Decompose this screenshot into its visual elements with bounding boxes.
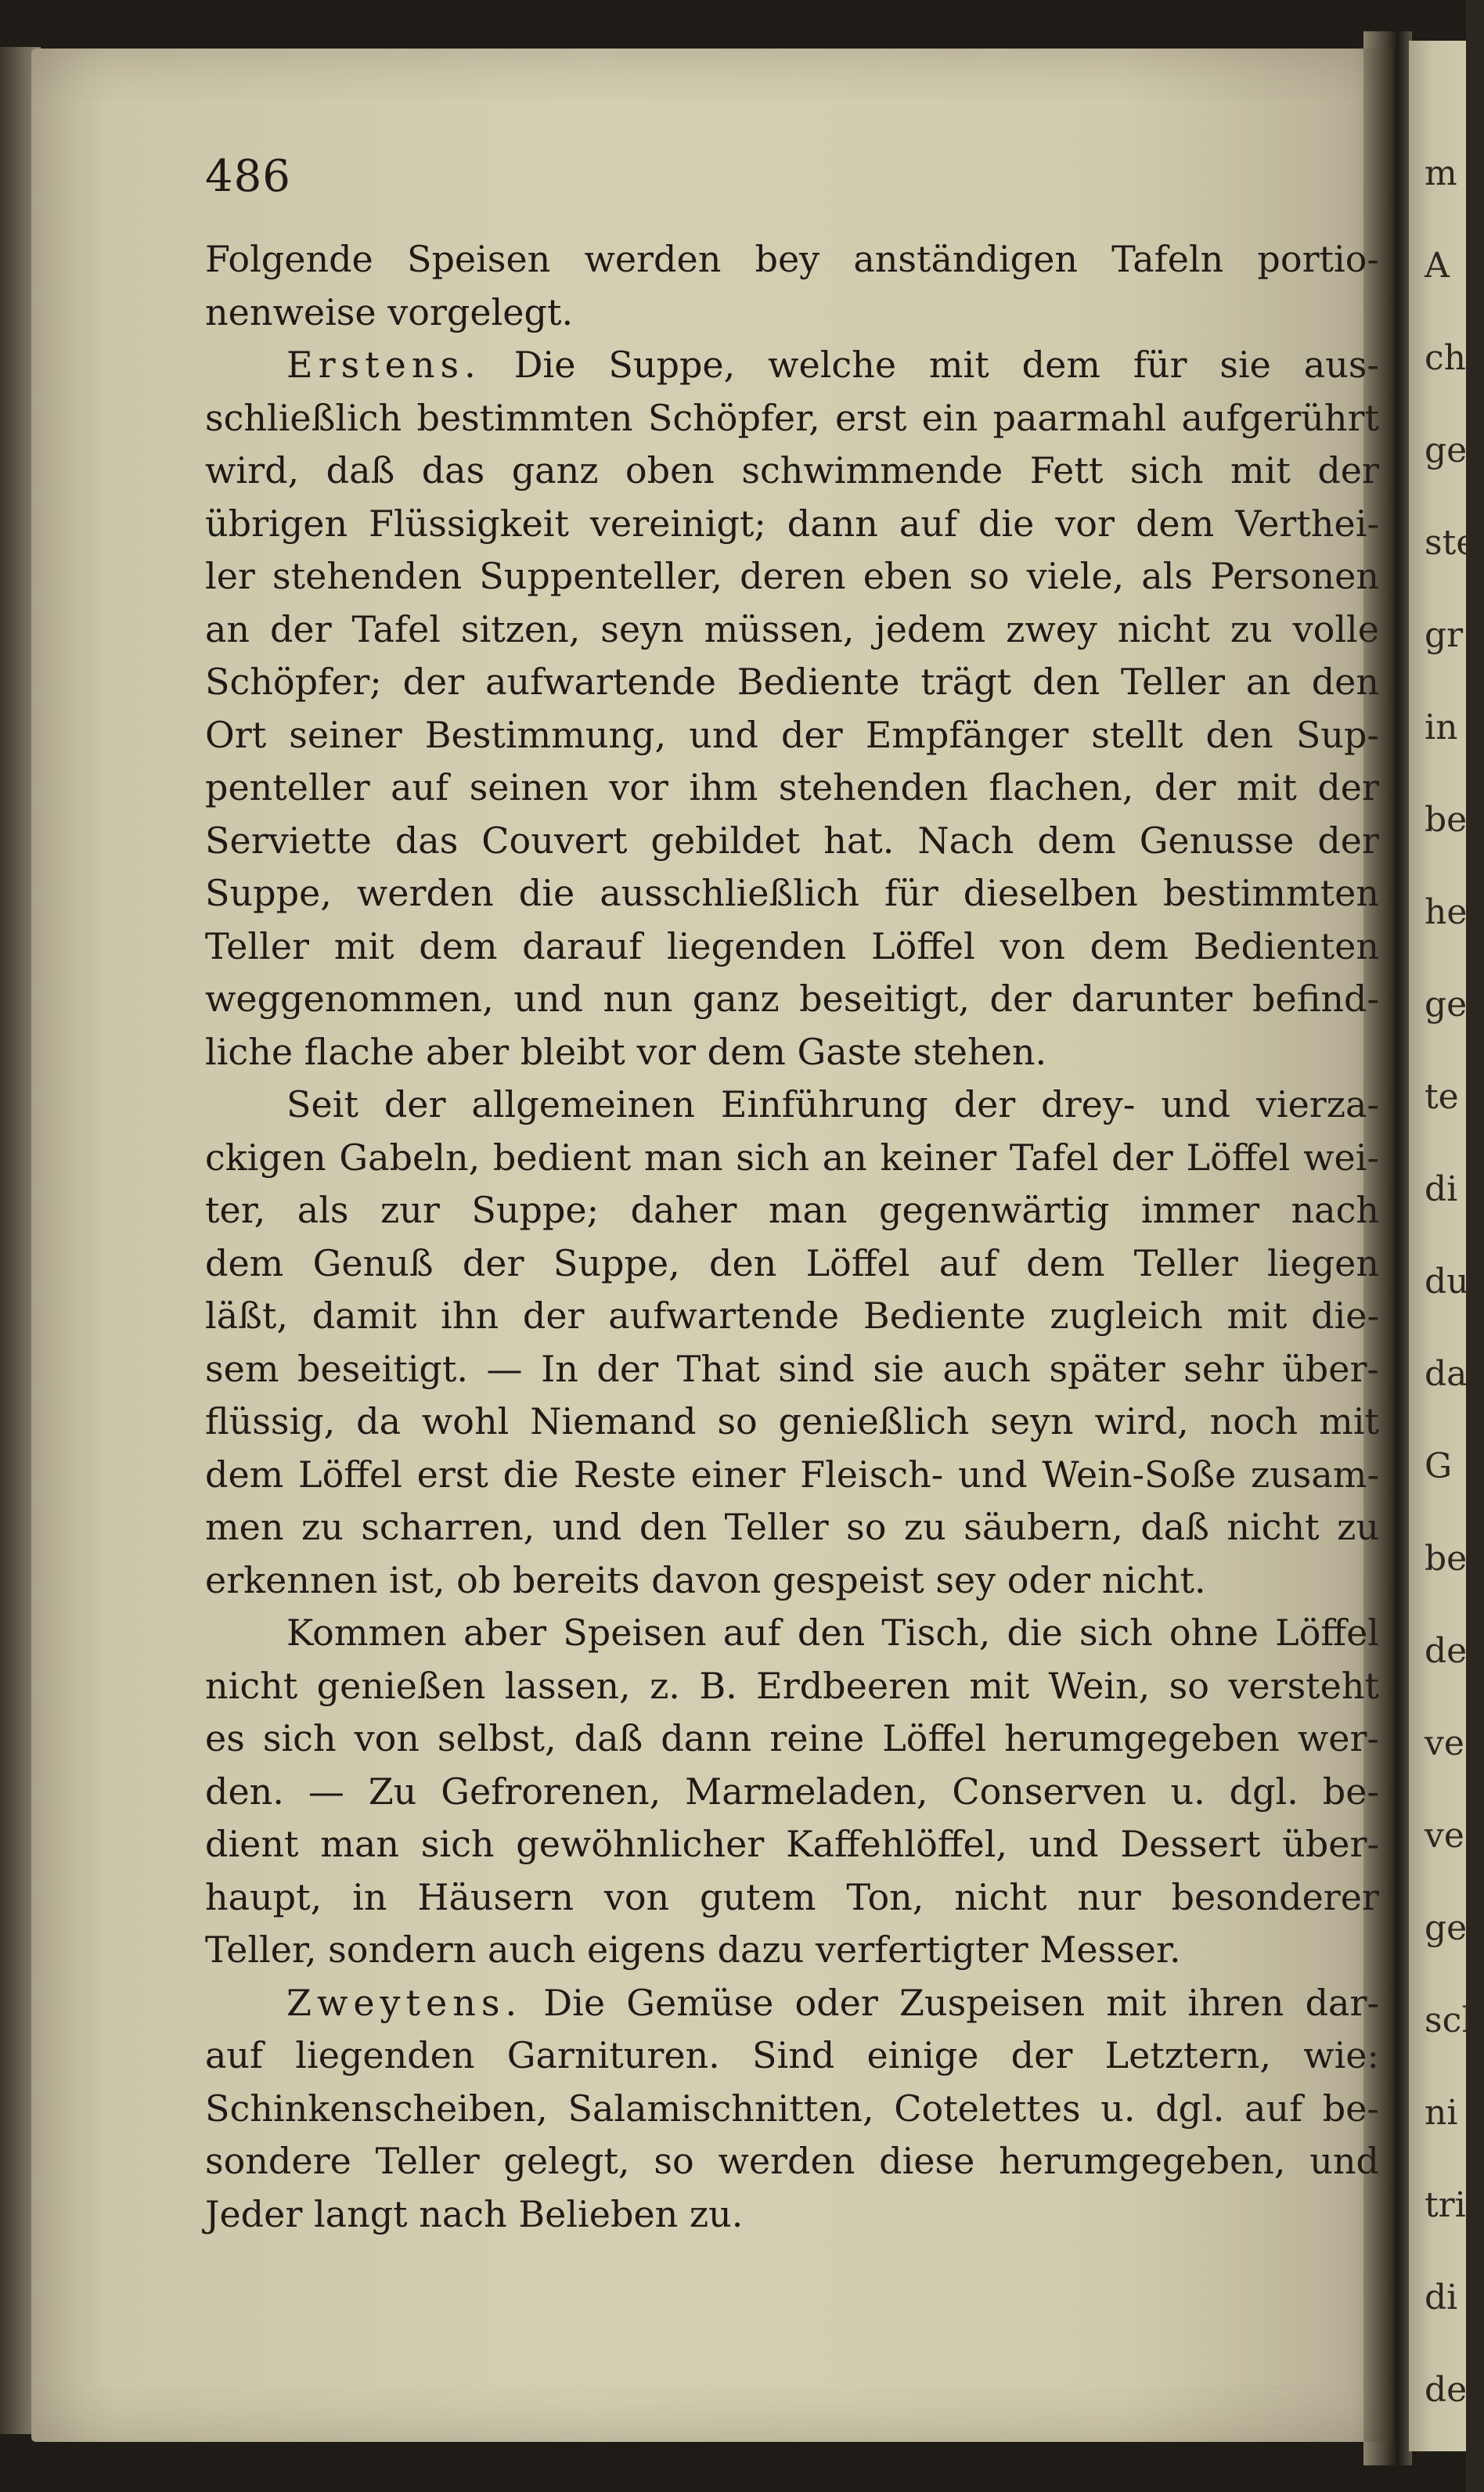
text-line: Kommen aber Speisen auf den Tisch, die sich ohne Löffel <box>286 1612 1379 1654</box>
text-line: Suppe, werden die ausschließlich für dieselben bestimmten <box>205 872 1379 914</box>
text-line: Seit der allgemeinen Einführung der drey- und vierza- <box>286 1083 1379 1125</box>
text-line: Serviette das Couvert gebildet hat. Nach dem Genusse der <box>205 819 1379 862</box>
facing-page-fragment: ni <box>1425 2093 1458 2133</box>
text-line-content: Die Gemüse oder Zuspeisen mit ihren dar- <box>522 1981 1379 2024</box>
text-line: an der Tafel sitzen, seyn müssen, jedem zwey nicht zu volle <box>205 607 1379 650</box>
facing-page-fragment: ge <box>1425 985 1468 1025</box>
text-line: weggenommen, und nun ganz beseitigt, der darunter befind- <box>205 978 1379 1020</box>
facing-page-fragment: du <box>1425 1262 1469 1302</box>
text-line: auf liegenden Garnituren. Sind einige der Letztern, wie: <box>205 2034 1379 2076</box>
facing-page-fragment: ge <box>1425 1908 1468 1948</box>
paragraph <box>205 339 1379 1079</box>
facing-page-fragment: de <box>1425 1631 1468 1671</box>
facing-page-fragment: ve <box>1425 1723 1464 1763</box>
text-line <box>205 339 1379 392</box>
facing-page-fragment: in <box>1425 708 1458 747</box>
section-lead: Zweytens. <box>286 1981 523 2024</box>
text-line: ter, als zur Suppe; daher man gegenwärtig immer nach <box>205 1189 1379 1231</box>
paragraph-list <box>205 233 1379 2241</box>
facing-page-fragment: gr <box>1425 615 1464 655</box>
page-text-block <box>205 153 1379 2241</box>
text-line: erkennen ist, ob bereits davon gespeist sey oder nicht. <box>205 1558 1206 1601</box>
facing-page-fragment: A <box>1425 246 1450 286</box>
text-line: den. — Zu Gefrorenen, Marmeladen, Conserven u. dgl. be- <box>205 1770 1379 1813</box>
text-line: men zu scharren, und den Teller so zu säubern, daß nicht zu <box>205 1506 1379 1548</box>
text-line: Teller mit dem darauf liegenden Löffel von dem Bedienten <box>205 924 1379 967</box>
facing-page-fragment: be <box>1425 800 1468 840</box>
facing-page-fragment: G <box>1425 1446 1453 1486</box>
text-line: ckigen Gabeln, bedient man sich an keiner Tafel der Löffel wei- <box>205 1136 1379 1179</box>
text-line: sem beseitigt. — In der That sind sie auch später sehr über- <box>205 1347 1379 1390</box>
facing-page-fragment: ge <box>1425 430 1468 470</box>
section-lead: Erstens. <box>286 344 481 386</box>
facing-page-fragment: m <box>1425 153 1457 193</box>
paragraph <box>205 1607 1379 1977</box>
text-line <box>205 1977 1379 2030</box>
paragraph <box>205 233 1379 339</box>
facing-page-fragment: ste <box>1425 523 1477 563</box>
facing-page-fragment: da <box>1425 1354 1468 1394</box>
text-line: dem Löffel erst die Reste einer Fleisch- und Wein-Soße zusam- <box>205 1453 1379 1496</box>
text-line: sondere Teller gelegt, so werden diese herumgegeben, und <box>205 2140 1379 2182</box>
text-line: wird, daß das ganz oben schwimmende Fett sich mit der <box>205 449 1379 492</box>
text-line: nenweise vorgelegt. <box>205 290 574 333</box>
text-line: haupt, in Häusern von gutem Ton, nicht nur besonderer <box>205 1875 1379 1918</box>
text-line: Teller, sondern auch eigens dazu verfertigter Messer. <box>205 1928 1181 1971</box>
facing-page-fragment: de <box>1425 2370 1468 2410</box>
text-line: Schöpfer; der aufwartende Bediente trägt den Teller an den <box>205 661 1379 703</box>
facing-page-fragment: tri <box>1425 2185 1466 2225</box>
text-line: es sich von selbst, daß dann reine Löffel herumgegeben wer- <box>205 1717 1379 1759</box>
facing-page-fragment: te <box>1425 1077 1459 1117</box>
text-line: dient man sich gewöhnlicher Kaffehlöffel, und Dessert über- <box>205 1823 1379 1865</box>
facing-page-edge <box>1409 41 1484 2451</box>
text-line: nicht genießen lassen, z. B. Erdbeeren mit Wein, so versteht <box>205 1664 1379 1707</box>
text-line: Folgende Speisen werden bey anständigen Tafeln portio- <box>205 238 1379 280</box>
text-line: dem Genuß der Suppe, den Löffel auf dem Teller liegen <box>205 1241 1379 1284</box>
text-line: schließlich bestimmten Schöpfer, erst ein paarmahl aufgerührt <box>205 396 1379 439</box>
facing-page-fragment: he <box>1425 892 1468 932</box>
facing-page-fragment: di <box>1425 2278 1458 2317</box>
text-line: liche flache aber bleibt vor dem Gaste stehen. <box>205 1030 1047 1073</box>
facing-page-fragment: ch <box>1425 338 1466 378</box>
paragraph <box>205 1079 1379 1607</box>
text-line: ler stehenden Suppenteller, deren eben so viele, als Personen <box>205 555 1379 597</box>
text-line: übrigen Flüssigkeit vereinigt; dann auf die vor dem Verthei- <box>205 502 1379 545</box>
page-number: 486 <box>205 151 291 202</box>
text-line: penteller auf seinen vor ihm stehenden flachen, der mit der <box>205 766 1379 808</box>
facing-page-fragment: sch <box>1425 2000 1484 2040</box>
facing-page-fragment: ve <box>1425 1816 1464 1856</box>
text-line-content: Die Suppe, welche mit dem für sie aus- <box>481 344 1379 386</box>
facing-page-fragment: di <box>1425 1169 1458 1209</box>
text-line: Schinkenscheiben, Salamischnitten, Cotelettes u. dgl. auf be- <box>205 2087 1379 2130</box>
text-line: flüssig, da wohl Niemand so genießlich seyn wird, noch mit <box>205 1400 1379 1442</box>
text-line: Jeder langt nach Belieben zu. <box>205 2192 744 2235</box>
paragraph <box>205 1977 1379 2242</box>
text-line: läßt, damit ihn der aufwartende Bediente zugleich mit die- <box>205 1295 1379 1337</box>
facing-page-fragment: be <box>1425 1539 1468 1579</box>
text-line: Ort seiner Bestimmung, und der Empfänger stellt den Sup- <box>205 713 1379 756</box>
